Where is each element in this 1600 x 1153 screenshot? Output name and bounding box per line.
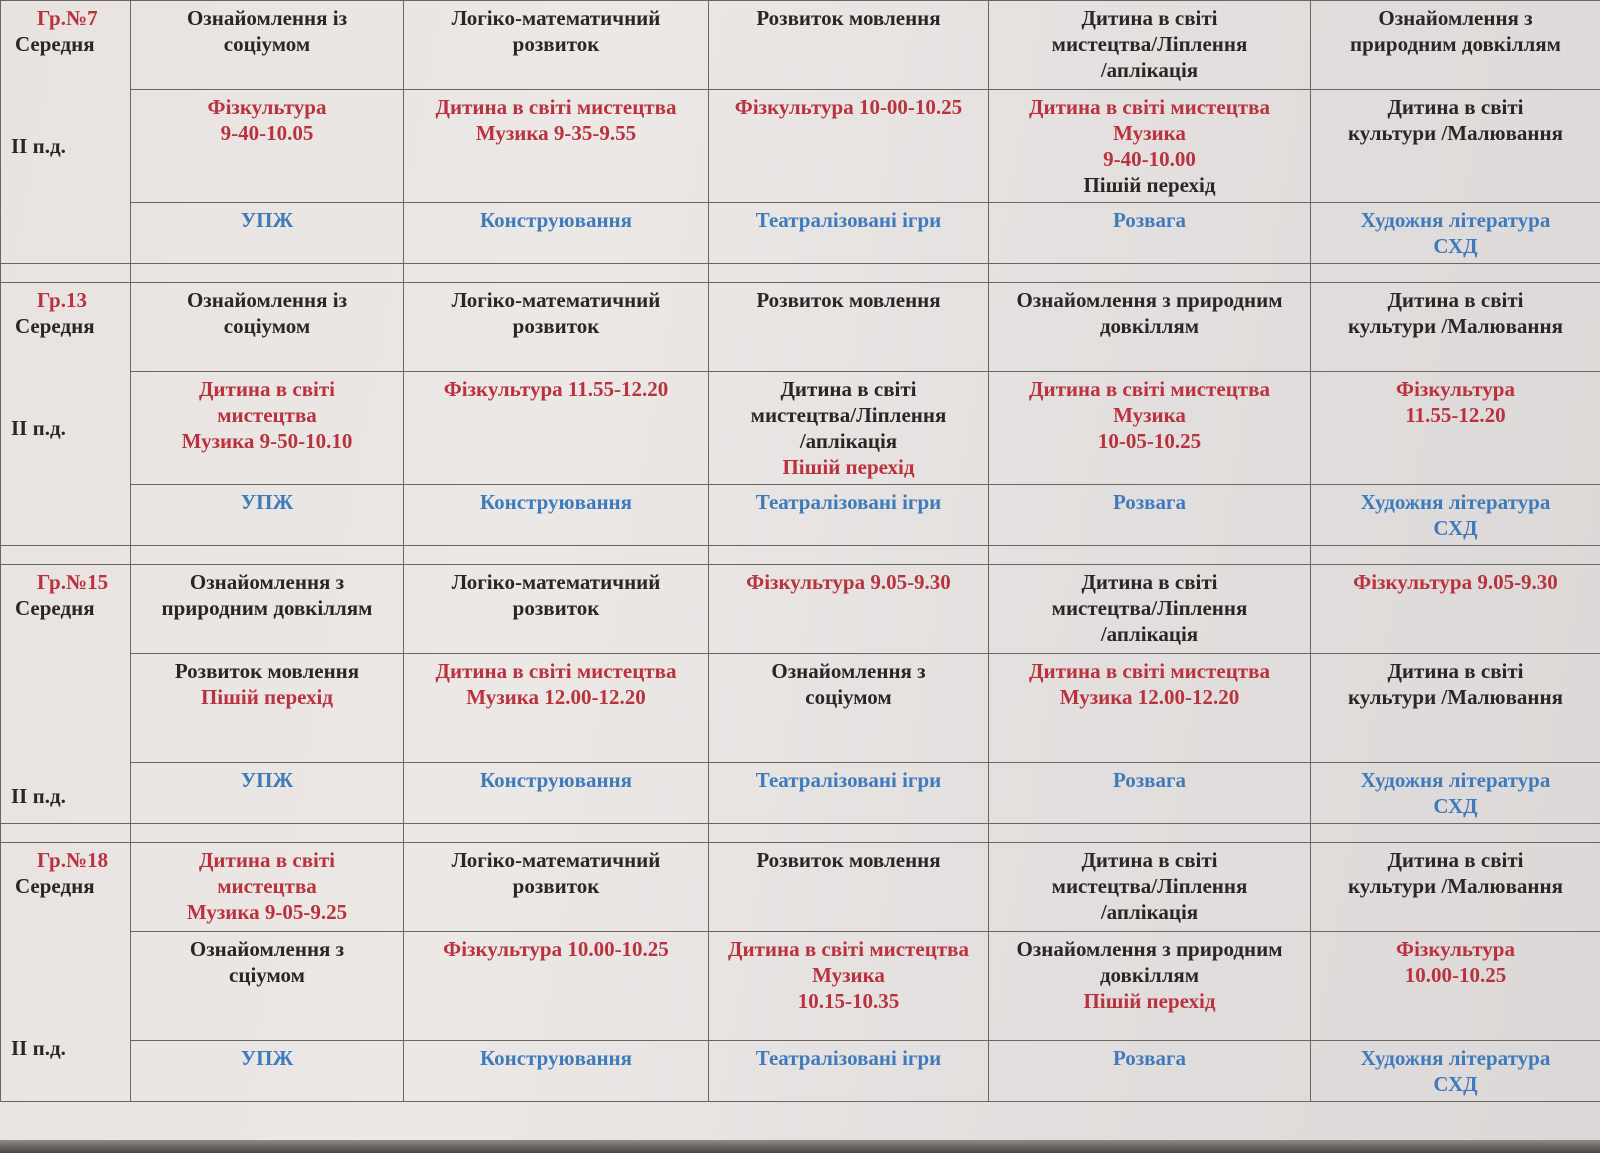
separator-cell (989, 264, 1311, 283)
activity-text: Фізкультура (1396, 937, 1515, 961)
activity-text: СХД (1433, 1072, 1478, 1096)
activity-text: Пішій перехід (782, 455, 915, 479)
schedule-cell (404, 843, 709, 932)
schedule-cell (404, 372, 709, 485)
activity-text: Дитина в світі (1387, 848, 1524, 872)
group-cell (1, 1, 131, 264)
schedule-row (1, 90, 1600, 203)
schedule-cell (709, 283, 989, 372)
group-separator-row (1, 546, 1600, 565)
schedule-cell (131, 1, 404, 90)
separator-cell (1, 264, 131, 283)
separator-cell (131, 546, 404, 565)
activity-text: Логіко-математичний (451, 6, 661, 30)
activity-text: Пішій перехід (1083, 989, 1216, 1013)
activity-text: 10-05-10.25 (1097, 429, 1202, 453)
activity-text: Музика 9-50-10.10 (181, 429, 353, 453)
activity-text: Фізкультура (1396, 377, 1515, 401)
activity-text: Конструювання (479, 490, 633, 514)
schedule-cell (709, 90, 989, 203)
activity-text: Логіко-математичний (451, 570, 661, 594)
activity-text: Розвиток мовлення (756, 6, 941, 30)
schedule-cell (989, 654, 1311, 763)
activity-text: Дитина в світі (1081, 6, 1218, 30)
schedule-cell (131, 90, 404, 203)
schedule-cell (709, 843, 989, 932)
activity-text: Ознайомлення з (189, 570, 345, 594)
activity-text: Дитина в світі (1387, 288, 1524, 312)
activity-text: Музика 12.00-12.20 (466, 685, 646, 709)
group-age: Середня (15, 874, 95, 898)
activity-text: Театралізовані ігри (755, 1046, 942, 1070)
activity-text: розвиток (512, 314, 600, 338)
schedule-cell (404, 1, 709, 90)
separator-cell (131, 264, 404, 283)
schedule-cell (404, 932, 709, 1041)
activity-text: Ознайомлення з (189, 937, 345, 961)
activity-text: довкіллям (1099, 314, 1200, 338)
activity-text: Дитина в світі мистецтва (435, 95, 677, 119)
group-age: Середня (15, 314, 95, 338)
activity-text: культури /Малювання (1347, 874, 1563, 898)
schedule-cell (404, 203, 709, 264)
activity-text: мистецтва/Ліплення (1051, 32, 1248, 56)
activity-text: Конструювання (479, 208, 633, 232)
activity-text: Логіко-математичний (451, 848, 661, 872)
activity-text: Ознайомлення із (186, 6, 348, 30)
separator-cell (404, 546, 709, 565)
schedule-cell (1311, 1041, 1600, 1102)
schedule-cell (709, 485, 989, 546)
schedule-row (1, 203, 1600, 264)
schedule-row (1, 763, 1600, 824)
activity-text: соціумом (805, 685, 892, 709)
schedule-cell (709, 654, 989, 763)
second-half-day-label: ІІ п.д. (11, 134, 66, 158)
activity-text: Конструювання (479, 1046, 633, 1070)
group-name: Гр.13 (37, 288, 87, 312)
activity-text: мистецтва/Ліплення (1051, 874, 1248, 898)
activity-text: Розвиток мовлення (756, 288, 941, 312)
separator-cell (1, 824, 131, 843)
schedule-cell (404, 283, 709, 372)
schedule-cell (131, 843, 404, 932)
activity-text: Дитина в світі мистецтва (1029, 95, 1270, 119)
group-age: Середня (15, 596, 95, 620)
activity-text: природним довкіллям (161, 596, 373, 620)
separator-cell (1311, 264, 1600, 283)
schedule-cell (131, 372, 404, 485)
group-name: Гр.№7 (37, 6, 98, 30)
schedule-cell (1311, 283, 1600, 372)
schedule-cell (131, 203, 404, 264)
separator-cell (989, 824, 1311, 843)
activity-text: Розвага (1112, 1046, 1187, 1070)
schedule-row (1, 1041, 1600, 1102)
activity-text: Логіко-математичний (451, 288, 661, 312)
group-name: Гр.№15 (37, 570, 109, 594)
schedule-cell (1311, 843, 1600, 932)
activity-text: Художня література (1360, 1046, 1551, 1070)
activity-text: розвиток (512, 874, 600, 898)
group-cell (1, 283, 131, 546)
schedule-cell (709, 372, 989, 485)
schedule-row (1, 654, 1600, 763)
schedule-cell (989, 1041, 1311, 1102)
schedule-cell (709, 932, 989, 1041)
group-separator-row (1, 824, 1600, 843)
activity-text: Дитина в світі (1081, 570, 1218, 594)
schedule-cell (989, 203, 1311, 264)
activity-text: Музика 9-05-9.25 (186, 900, 348, 924)
activity-text: культури /Малювання (1347, 685, 1563, 709)
schedule-cell (404, 763, 709, 824)
separator-cell (131, 824, 404, 843)
activity-text: Ознайомлення із (186, 288, 348, 312)
schedule-cell (131, 654, 404, 763)
separator-cell (989, 546, 1311, 565)
group-cell (1, 843, 131, 1102)
activity-text: Дитина в світі мистецтва (728, 937, 969, 961)
activity-text: Ознайомлення з природним (1016, 288, 1283, 312)
second-half-day-label: ІІ п.д. (11, 784, 66, 808)
activity-text: розвиток (512, 596, 600, 620)
activity-text: соціумом (223, 32, 311, 56)
activity-text: Пішій перехід (1083, 173, 1216, 197)
activity-text: Дитина в світі (780, 377, 917, 401)
activity-text: Розвага (1112, 768, 1187, 792)
schedule-cell (404, 654, 709, 763)
activity-text: 11.55-12.20 (1405, 403, 1506, 427)
activity-text: /аплікація (1100, 900, 1199, 924)
activity-text: /аплікація (799, 429, 898, 453)
schedule-row (1, 1, 1600, 90)
schedule-row (1, 372, 1600, 485)
activity-text: Розвага (1112, 208, 1187, 232)
schedule-cell (1311, 932, 1600, 1041)
activity-text: УПЖ (240, 490, 294, 514)
table-edge-shadow (0, 1140, 1600, 1153)
group-age: Середня (15, 32, 95, 56)
separator-cell (709, 546, 989, 565)
activity-text: Музика (1113, 403, 1186, 427)
schedule-cell (989, 932, 1311, 1041)
activity-text: Дитина в світі (198, 377, 336, 401)
separator-cell (1311, 824, 1600, 843)
schedule-cell (989, 283, 1311, 372)
second-half-day-label: ІІ п.д. (11, 416, 66, 440)
activity-text: Фізкультура 10-00-10.25 (734, 95, 963, 119)
separator-cell (404, 264, 709, 283)
activity-text: Театралізовані ігри (755, 768, 942, 792)
schedule-cell (709, 203, 989, 264)
group-name: Гр.№18 (37, 848, 109, 872)
activity-text: Художня література (1360, 490, 1551, 514)
activity-text: Музика (812, 963, 885, 987)
schedule-cell (989, 372, 1311, 485)
activity-text: Фізкультура 9.05-9.30 (746, 570, 951, 594)
activity-text: Конструювання (479, 768, 633, 792)
schedule-cell (989, 1, 1311, 90)
activity-text: мистецтва (217, 874, 317, 898)
schedule-cell (1311, 372, 1600, 485)
schedule-cell (1311, 90, 1600, 203)
schedule-cell (1311, 654, 1600, 763)
activity-text: Дитина в світі (1387, 659, 1524, 683)
schedule-row (1, 843, 1600, 932)
schedule-cell (404, 90, 709, 203)
schedule-row (1, 485, 1600, 546)
schedule-cell (989, 90, 1311, 203)
schedule-cell (989, 565, 1311, 654)
activity-text: Художня література (1360, 768, 1551, 792)
activity-text: Музика 12.00-12.20 (1059, 685, 1240, 709)
activity-text: СХД (1433, 234, 1478, 258)
schedule-row (1, 283, 1600, 372)
schedule-cell (404, 1041, 709, 1102)
group-separator-row (1, 264, 1600, 283)
activity-text: Фізкультура (207, 95, 327, 119)
activity-text: УПЖ (240, 768, 294, 792)
activity-text: Розвиток мовлення (756, 848, 941, 872)
activity-text: СХД (1433, 794, 1478, 818)
group-cell (1, 565, 131, 824)
activity-text: Ознайомлення з (771, 659, 926, 683)
activity-text: /аплікація (1100, 58, 1199, 82)
separator-cell (1311, 546, 1600, 565)
schedule-cell (709, 1041, 989, 1102)
activity-text: Фізкультура 10.00-10.25 (443, 937, 669, 961)
activity-text: 10.15-10.35 (797, 989, 900, 1013)
activity-text: Ознайомлення з природним (1016, 937, 1283, 961)
activity-text: Розвиток мовлення (174, 659, 360, 683)
activity-text: сціумом (229, 963, 305, 987)
activity-text: Ознайомлення з (1378, 6, 1533, 30)
activity-text: /аплікація (1100, 622, 1199, 646)
activity-text: Розвага (1112, 490, 1187, 514)
schedule-cell (131, 932, 404, 1041)
activity-text: мистецтва/Ліплення (750, 403, 947, 427)
activity-text: Дитина в світі (198, 848, 336, 872)
schedule-cell (989, 763, 1311, 824)
activity-text: Пішій перехід (200, 685, 334, 709)
schedule-cell (1311, 1, 1600, 90)
schedule-cell (131, 283, 404, 372)
activity-text: Фізкультура 9.05-9.30 (1353, 570, 1558, 594)
schedule-cell (404, 565, 709, 654)
second-half-day-label: ІІ п.д. (11, 1036, 66, 1060)
separator-cell (404, 824, 709, 843)
activity-text: 9-40-10.05 (220, 121, 314, 145)
activity-text: Дитина в світі мистецтва (1029, 377, 1270, 401)
activity-text: СХД (1433, 516, 1478, 540)
schedule-cell (709, 565, 989, 654)
separator-cell (1, 546, 131, 565)
activity-text: розвиток (512, 32, 600, 56)
separator-cell (709, 824, 989, 843)
activity-text: культури /Малювання (1347, 314, 1563, 338)
activity-text: природним довкіллям (1350, 32, 1561, 56)
schedule-cell (1311, 565, 1600, 654)
activity-text: культури /Малювання (1347, 121, 1563, 145)
schedule-cell (989, 485, 1311, 546)
activity-text: довкіллям (1099, 963, 1200, 987)
schedule-cell (404, 485, 709, 546)
activity-text: мистецтва (217, 403, 317, 427)
schedule-cell (131, 1041, 404, 1102)
activity-text: Дитина в світі мистецтва (435, 659, 677, 683)
schedule-cell (1311, 763, 1600, 824)
schedule-row (1, 565, 1600, 654)
activity-text: Музика (1113, 121, 1186, 145)
activity-text: Фізкультура 11.55-12.20 (443, 377, 669, 401)
activity-text: Театралізовані ігри (755, 208, 942, 232)
separator-cell (709, 264, 989, 283)
schedule-cell (1311, 485, 1600, 546)
activity-text: 10.00-10.25 (1404, 963, 1507, 987)
schedule-row (1, 932, 1600, 1041)
activity-text: УПЖ (240, 208, 294, 232)
schedule-cell (131, 485, 404, 546)
activity-text: Дитина в світі мистецтва (1029, 659, 1270, 683)
schedule-cell (131, 565, 404, 654)
activity-text: Музика 9-35-9.55 (475, 121, 637, 145)
activity-text: Театралізовані ігри (755, 490, 942, 514)
activity-text: Дитина в світі (1387, 95, 1524, 119)
schedule-cell (1311, 203, 1600, 264)
schedule-cell (989, 843, 1311, 932)
activity-text: Дитина в світі (1081, 848, 1218, 872)
activity-text: УПЖ (240, 1046, 294, 1070)
schedule-cell (709, 763, 989, 824)
activity-text: Художня література (1360, 208, 1551, 232)
activity-text: 9-40-10.00 (1103, 147, 1196, 171)
schedule-cell (131, 763, 404, 824)
activity-text: соціумом (223, 314, 311, 338)
activity-text: мистецтва/Ліплення (1051, 596, 1248, 620)
schedule-cell (709, 1, 989, 90)
